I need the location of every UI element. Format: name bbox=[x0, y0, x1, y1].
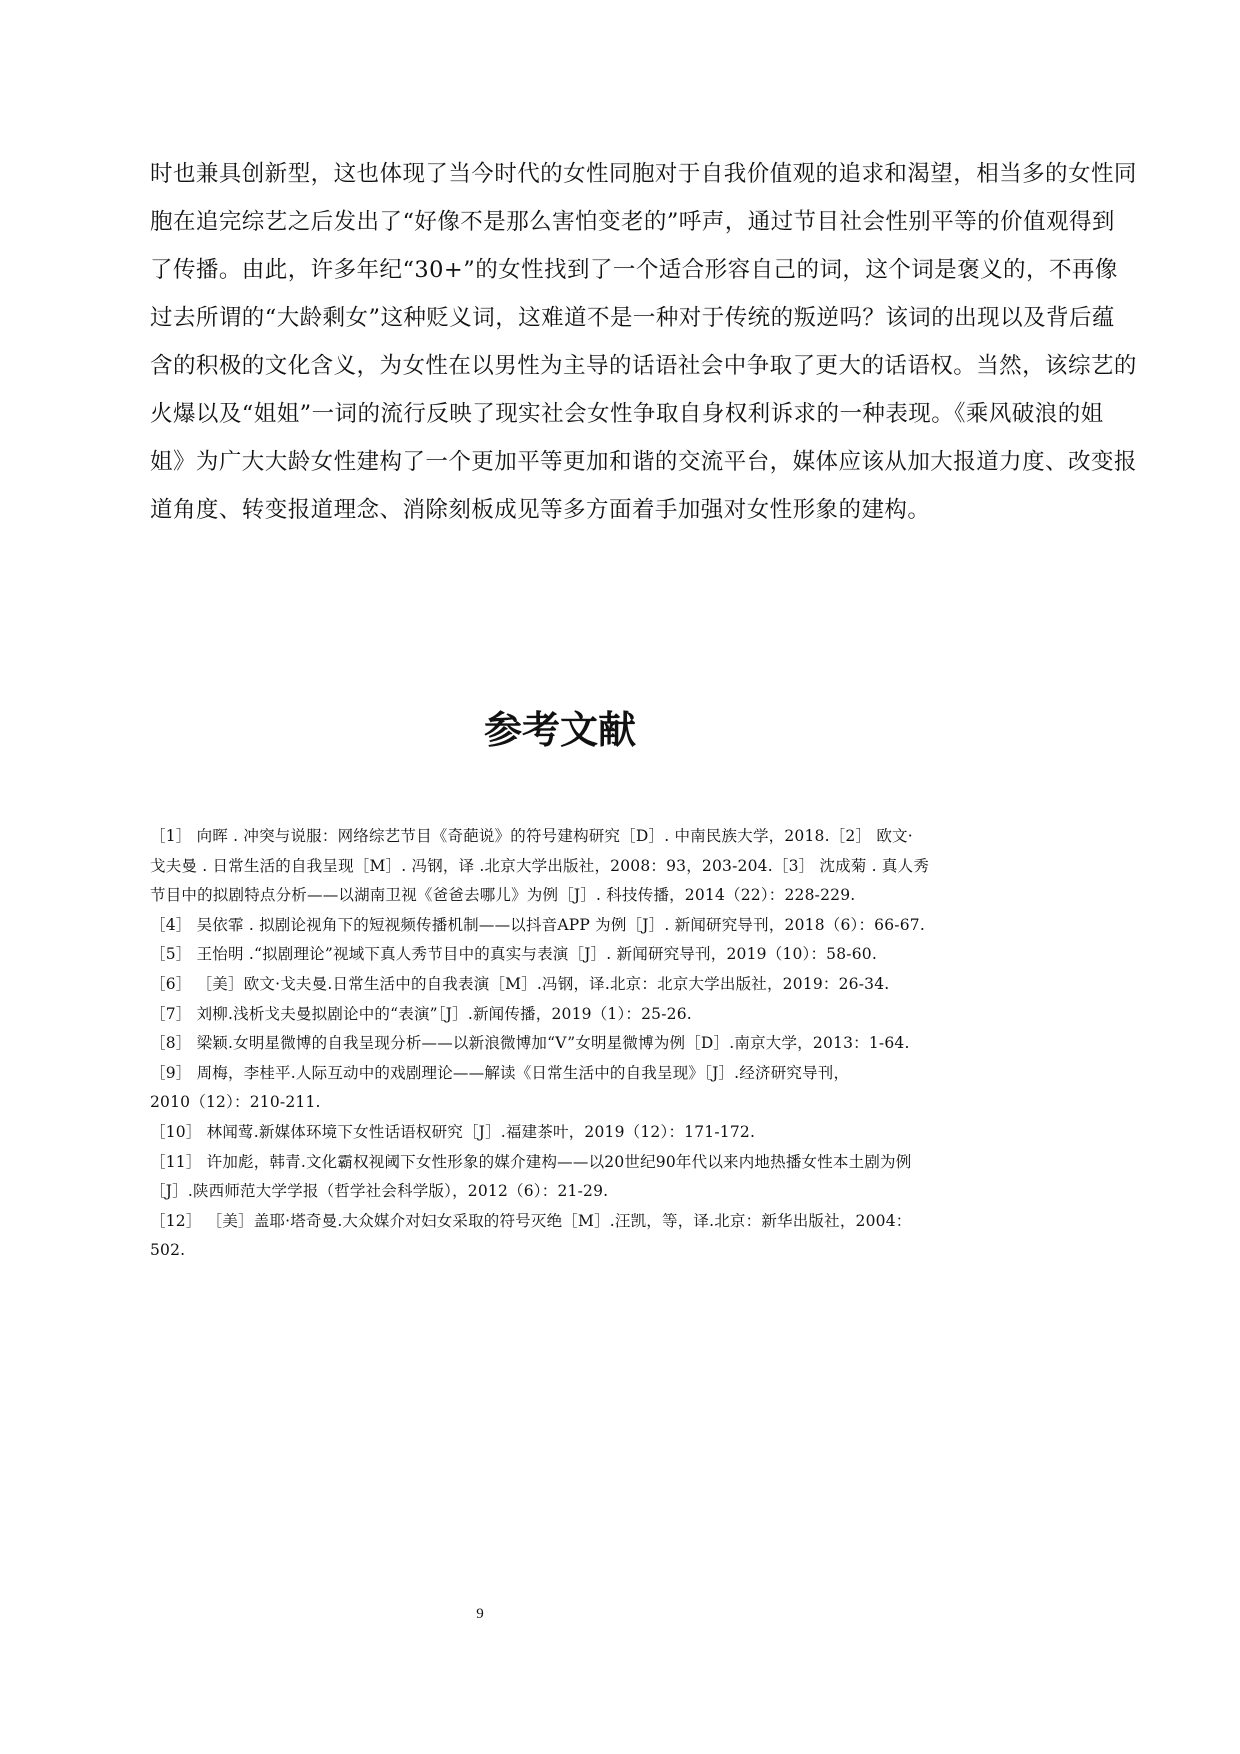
body-line: 胞在追完综艺之后发出了“好像不是那么害怕变老的”呼声，通过节目社会性别平等的价值观得到 bbox=[150, 209, 1115, 235]
body-line: 火爆以及“姐姐”一词的流行反映了现实社会女性争取自身权利诉求的一种表现。《乘风破浪的姐 bbox=[150, 401, 1104, 427]
body-line: 道角度、转变报道理念、消除刻板成见等多方面着手加强对女性形象的建构。 bbox=[150, 497, 931, 523]
reference-line: ［5］ 王怡明 .“拟剧理论”视域下真人秀节目中的真实与表演［J］. 新闻研究导刊，2019（10）：58-60. bbox=[150, 945, 877, 964]
body-line: 了传播。由此，许多年纪“30+”的女性找到了一个适合形容自己的词，这个词是褒义的，不再像 bbox=[150, 257, 1118, 283]
body-line: 姐》为广大大龄女性建构了一个更加平等更加和谐的交流平台，媒体应该从加大报道力度、改变报 bbox=[150, 449, 1137, 475]
reference-line: ［10］ 林闻莺.新媒体环境下女性话语权研究［J］.福建茶叶，2019（12）：171-172. bbox=[150, 1122, 756, 1141]
reference-line: ［1］ 向晖 . 冲突与说服：网络综艺节目《奇葩说》的符号建构研究［D］. 中南民族大学，2018.［2］ 欧文· bbox=[150, 827, 913, 845]
reference-line: ［4］ 吴依霏 . 拟剧论视角下的短视频传播机制——以抖音APP 为例［J］. 新闻研究导刊，2018（6）：66-67. bbox=[150, 915, 925, 934]
reference-line: ［9］ 周梅，李桂平.人际互动中的戏剧理论——解读《日常生活中的自我呈现》［J］.经济研究导刊， bbox=[150, 1063, 850, 1082]
reference-line: 2010（12）：210-211. bbox=[150, 1093, 321, 1112]
body-paragraph bbox=[150, 150, 1137, 534]
reference-line: ［6］ ［美］欧文·戈夫曼.日常生活中的自我表演［M］.冯钢，译.北京：北京大学出版社，2019：26-34. bbox=[150, 974, 890, 993]
reference-line: 节目中的拟剧特点分析——以湖南卫视《爸爸去哪儿》为例［J］. 科技传播，2014（22）：228-229. bbox=[150, 886, 856, 905]
body-line: 含的积极的文化含义，为女性在以男性为主导的话语社会中争取了更大的话语权。当然，该综艺的 bbox=[150, 353, 1137, 379]
reference-line: ［8］ 梁颖.女明星微博的自我呈现分析——以新浪微博加“V”女明星微博为例［D］.南京大学，2013：1-64. bbox=[150, 1034, 910, 1053]
reference-line: 502. bbox=[150, 1241, 186, 1260]
body-line: 时也兼具创新型，这也体现了当今时代的女性同胞对于自我价值观的追求和渴望，相当多的女性同 bbox=[150, 161, 1137, 187]
reference-line: ［11］ 许加彪，韩青.文化霸权视阈下女性形象的媒介建构——以20世纪90年代以来内地热播女性本土剧为例 bbox=[150, 1152, 912, 1171]
references-list bbox=[150, 822, 1100, 1266]
page-number: 9 bbox=[476, 1606, 484, 1622]
references-title: 参考文献 bbox=[483, 708, 636, 752]
reference-line: 戈夫曼 . 日常生活的自我呈现［M］. 冯钢，译 .北京大学出版社，2008：93，203-204.［3］ 沈成菊 . 真人秀 bbox=[150, 856, 930, 875]
body-line: 过去所谓的“大龄剩女”这种贬义词，这难道不是一种对于传统的叛逆吗？该词的出现以及背后蕴 bbox=[150, 305, 1115, 331]
reference-line: ［7］ 刘柳.浅析戈夫曼拟剧论中的“表演”［J］.新闻传播，2019（1）：25-26. bbox=[150, 1004, 692, 1023]
reference-line: ［J］.陕西师范大学学报（哲学社会科学版），2012（6）：21-29. bbox=[150, 1182, 609, 1201]
reference-line: ［12］ ［美］盖耶·塔奇曼.大众媒介对妇女采取的符号灭绝［M］.汪凯，等，译.北京：新华出版社，2004： bbox=[150, 1211, 912, 1230]
